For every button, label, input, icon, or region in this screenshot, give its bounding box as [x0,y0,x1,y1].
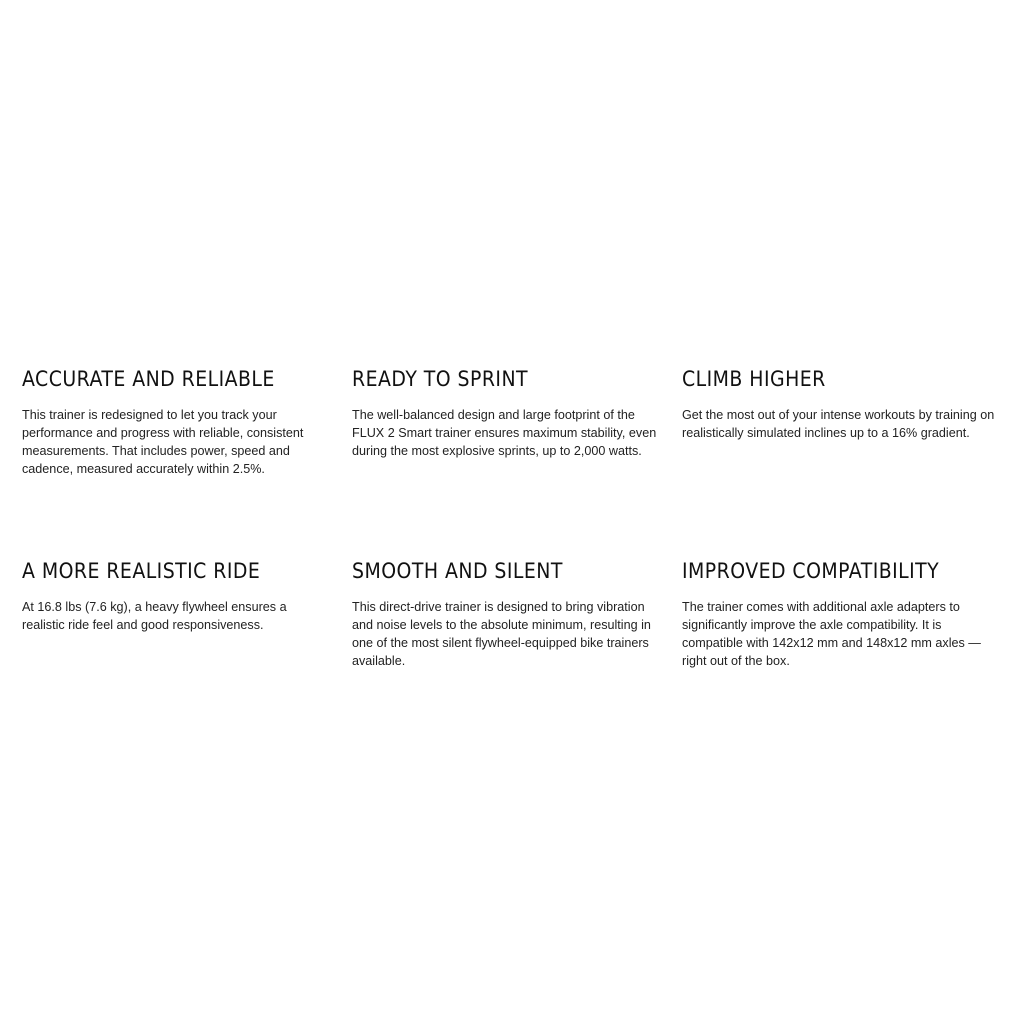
feature-description: The well-balanced design and large footprint of the FLUX 2 Smart trainer ensures maximum stability, even during the most explosive sprints, up to 2,000 watts. [352,408,657,458]
feature-title: A MORE REALISTIC RIDE [22,559,261,583]
feature-title: IMPROVED COMPATIBILITY [682,559,940,583]
feature-title: SMOOTH AND SILENT [352,559,563,583]
feature-title: ACCURATE AND RELIABLE [22,367,275,391]
feature-climb-higher [682,364,1002,556]
feature-description: This direct-drive trainer is designed to bring vibration and noise levels to the absolute minimum, resulting in one of the most silent flywheel-equipped bike trainers available. [352,600,651,668]
feature-description: This trainer is redesigned to let you track your performance and progress with reliable, consistent measurements. That includes power, speed and cadence, measured accurately within 2.5%. [22,408,304,476]
feature-title: READY TO SPRINT [352,367,529,391]
feature-improved-compatibility [682,556,1002,748]
feature-description: The trainer comes with additional axle adapters to significantly improve the axle compatibility. It is compatible with 142x12 mm and 148x12 mm axles — right out of the box. [682,600,981,668]
feature-smooth-and-silent [352,556,662,748]
feature-more-realistic-ride [22,556,332,748]
feature-grid [22,364,1012,748]
feature-ready-to-sprint [352,364,662,556]
feature-accurate-and-reliable [22,364,332,556]
feature-description: At 16.8 lbs (7.6 kg), a heavy flywheel ensures a realistic ride feel and good responsiveness. [22,600,287,632]
feature-description: Get the most out of your intense workouts by training on realistically simulated inclines up to a 16% gradient. [682,408,995,440]
feature-title: CLIMB HIGHER [682,367,826,391]
